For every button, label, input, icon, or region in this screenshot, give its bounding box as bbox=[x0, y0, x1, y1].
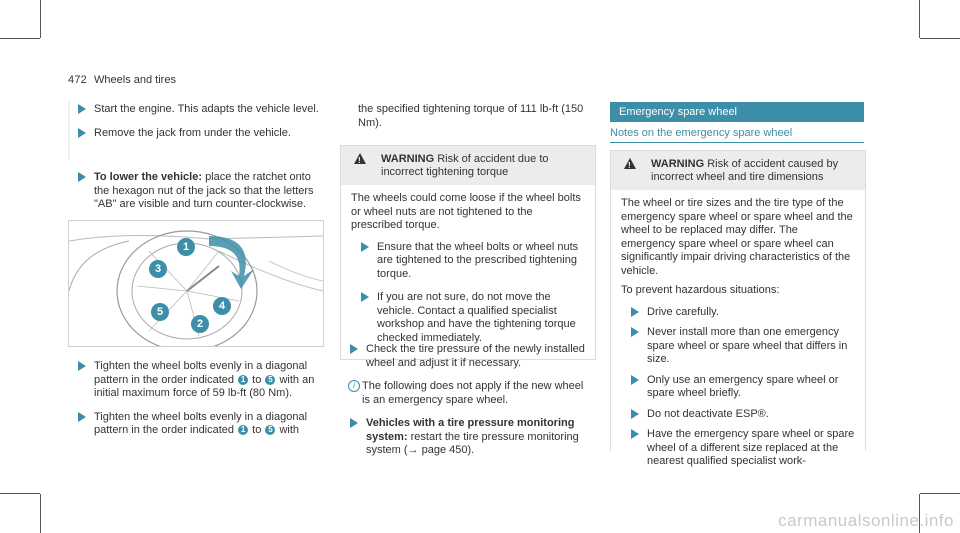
step-start-engine bbox=[68, 103, 322, 117]
number-badge: 1 bbox=[238, 425, 248, 435]
figure-label-4: 4 bbox=[213, 297, 231, 315]
crop-mark bbox=[920, 38, 960, 39]
crop-mark bbox=[920, 493, 960, 494]
warning-icon bbox=[354, 153, 366, 164]
step-tighten-final bbox=[68, 411, 322, 438]
tpms-text: restart the tire pressure monitoring system (→ page 450). bbox=[366, 430, 579, 456]
arrow-icon bbox=[78, 361, 86, 371]
warning-header bbox=[341, 146, 595, 185]
step-text: with an initial maximum force of 59 lb-ft (80 Nm). bbox=[94, 373, 315, 399]
lower-label: To lower the vehicle: bbox=[94, 171, 202, 183]
tpms-label: Vehicles with a tire pressure monitoring system: bbox=[366, 417, 575, 443]
warning-step bbox=[351, 291, 585, 345]
arrow-icon bbox=[361, 292, 369, 302]
warning-label: WARNING bbox=[381, 153, 435, 165]
step-text: Check the tire pressure of the newly installed wheel and adjust it if necessary. bbox=[366, 343, 585, 369]
arrow-icon bbox=[631, 327, 639, 337]
wheel-figure bbox=[68, 220, 324, 347]
info-note bbox=[340, 380, 594, 407]
warning-step bbox=[621, 408, 855, 422]
continued-text: the specified tightening torque of 111 lb-ft (150 Nm). bbox=[358, 103, 584, 129]
crop-mark bbox=[40, 494, 41, 533]
warning-icon bbox=[624, 158, 636, 169]
arrow-icon bbox=[78, 412, 86, 422]
step-text: Remove the jack from under the vehicle. bbox=[94, 126, 291, 139]
warning-body bbox=[341, 185, 595, 359]
warning-body bbox=[611, 190, 865, 473]
warning-header bbox=[611, 151, 865, 190]
warning-text: The wheels could come loose if the wheel bolts or wheel nuts are not tightened to the prescribed torque. bbox=[351, 192, 581, 231]
step-tighten-initial bbox=[68, 360, 322, 401]
number-badge: 5 bbox=[265, 425, 275, 435]
crop-mark bbox=[919, 0, 920, 38]
warning-step bbox=[351, 241, 585, 282]
crop-mark bbox=[40, 0, 41, 38]
step-text: Ensure that the wheel bolts or wheel nuts are tightened to the prescribed tightening torque. bbox=[377, 240, 579, 280]
step-text: Tighten the wheel bolts evenly in a diagonal pattern in the order indicated bbox=[94, 410, 308, 436]
step-text: Have the emergency spare wheel or spare wheel of a different size replaced at the nearest qualified specialist work- bbox=[647, 428, 855, 467]
step-text: Drive carefully. bbox=[647, 305, 719, 318]
step-lower-vehicle bbox=[68, 171, 322, 212]
step-text: to bbox=[252, 424, 262, 436]
warning-box-spare bbox=[610, 150, 866, 467]
warning-title: Risk of accident due to incorrect tightening torque bbox=[381, 153, 549, 178]
step-text: Only use an emergency spare wheel or spare wheel briefly. bbox=[647, 373, 839, 399]
warning-label: WARNING bbox=[651, 158, 705, 170]
warning-text: The wheel or tire sizes and the tire type of the emergency spare wheel or spare wheel and the wheel to be replaced may differ. The emergency spare wheel or spare wheel can significantly impair driving characteristics of the vehicle. bbox=[621, 197, 853, 277]
arrow-icon bbox=[78, 104, 86, 114]
warning-box-torque bbox=[340, 145, 596, 360]
step-check-pressure bbox=[340, 343, 594, 370]
step-text: Do not deactivate ESP®. bbox=[647, 407, 769, 420]
info-text: The following does not apply if the new wheel is an emergency spare wheel. bbox=[362, 380, 584, 406]
column-middle bbox=[340, 103, 594, 130]
number-badge: 1 bbox=[238, 375, 248, 385]
warning-step bbox=[621, 428, 855, 469]
crop-mark bbox=[0, 493, 40, 494]
step-text: with bbox=[279, 424, 300, 436]
column-left bbox=[68, 103, 322, 150]
step-tpms bbox=[340, 417, 594, 458]
tighten-steps bbox=[68, 360, 322, 448]
warning-step bbox=[621, 306, 855, 320]
watermark: carmanualsonline.info bbox=[778, 511, 954, 530]
page-number: 472 bbox=[68, 74, 87, 86]
arrow-icon bbox=[350, 344, 358, 354]
figure-label-3: 3 bbox=[149, 260, 167, 278]
step-remove-jack bbox=[68, 127, 322, 141]
subsection-title: Notes on the emergency spare wheel bbox=[610, 127, 864, 143]
arrow-icon bbox=[631, 375, 639, 385]
arrow-icon bbox=[78, 172, 86, 182]
figure-label-2: 2 bbox=[191, 315, 209, 333]
step-text: Tighten the wheel bolts evenly in a diagonal pattern in the order indicated bbox=[94, 360, 308, 386]
arrow-icon bbox=[78, 128, 86, 138]
lower-text: place the ratchet onto the hexagon nut of the jack so that the letters "AB" are visible and turn counter-clockwise. bbox=[94, 171, 314, 210]
info-icon: i bbox=[348, 380, 360, 392]
arrow-icon bbox=[631, 429, 639, 439]
arrow-icon bbox=[631, 409, 639, 419]
arrow-icon bbox=[350, 418, 358, 428]
page-title: Wheels and tires bbox=[94, 74, 176, 86]
warning-step bbox=[621, 374, 855, 401]
crop-mark bbox=[0, 38, 40, 39]
arrow-icon bbox=[361, 242, 369, 252]
arrow-icon bbox=[631, 307, 639, 317]
section-title: Emergency spare wheel bbox=[610, 102, 864, 122]
page-header bbox=[68, 74, 176, 86]
lower-vehicle-step bbox=[68, 171, 322, 222]
step-text: Never install more than one emergency spare wheel or spare wheel that differs in size. bbox=[647, 326, 848, 365]
step-text: Start the engine. This adapts the vehicle level. bbox=[94, 103, 319, 115]
number-badge: 5 bbox=[265, 375, 275, 385]
step-text: to bbox=[252, 373, 262, 386]
step-text: If you are not sure, do not move the vehicle. Contact a qualified specialist workshop and have the tightening torque checked immediately. bbox=[377, 291, 576, 344]
column-middle-bottom bbox=[340, 343, 594, 468]
figure-label-5: 5 bbox=[151, 303, 169, 321]
warning-title: Risk of accident caused by incorrect wheel and tire dimensions bbox=[651, 158, 839, 183]
prevent-text: To prevent hazardous situations: bbox=[621, 284, 780, 296]
figure-label-1: 1 bbox=[177, 238, 195, 256]
warning-step bbox=[621, 326, 855, 367]
